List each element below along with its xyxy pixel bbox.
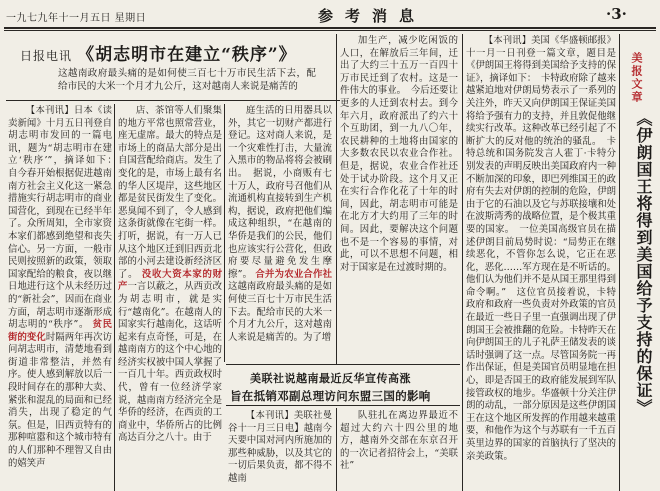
col-rule-1 bbox=[114, 104, 115, 491]
side-rule bbox=[619, 34, 620, 491]
article-left-col-2: 店、茶馆等人们聚集的地方平常也照常营业，座无虚席。最大的特点是市场上的商品大部分是出自国营配给商店。发生了变化的是，市场上最有名的华人区堤岸，这些地区都是贫民街发生了变化。恶臭闻不到了，令人感到这条街就像在宅街一样。打听，据说，有一万人已从这个地区迁到旧西贡北部的小河去建设新经济区了。 没收大资本家的财产一言以蔽之，从西贡改为胡志明市，就是实行“越南化”。在越南人的国家实行越南化，这话听起来有点奇怪，可是，在越南南方的这个中心地的经济实权被中国人掌握了一百几十年。西贡政权时代，曾有一位经济学家说，越南南方经济完全是华侨的经济，在西贡的工商业中，华侨所占的比例高达百分之八十。由于 bbox=[118, 105, 222, 444]
header-rule-bottom bbox=[4, 30, 656, 31]
col-rule-5 bbox=[462, 34, 463, 491]
banner-line-2: 旨在抵销邓副总理访问东盟三国的影响 bbox=[230, 389, 431, 403]
col-rule-2 bbox=[224, 104, 225, 362]
article-middle-bottom-col-1: 【本刊讯】美联社曼谷十一月三日电】越南今天要中国对河内所施加的那些种威胁，以及其它的一切后果负责，都不得不越南 bbox=[228, 410, 332, 484]
article-right-body: 【本刊讯】美国《华盛顿邮报》十一月一日刊登一篇文章，题目是《伊朗国王将得到美国给予支持的保证》，摘译如下： 卡特政府除了越来越紧迫地对伊朗局势表示了一系列的关注外，昨天又向伊朗国王保证美国将给予强有力的支持，并且敦促他继续实行改革。这种改革已经引起了不断扩大的反对他的统治的骚乱。 卡特总统和国务院发言人霍丁·卡特分别发表的声明反映出美国政府内一种不断加深的印象，即巴列维国王的政府有失去对伊朗的控制的危险，伊朗由于它的石油以及它与苏联接壤和处在波斯湾秀的战略位置，是个极其重要的国家。 一位美国高级官员在描述伊朗目前局势时说：“局势正在继续恶化，不管你怎么说，它正在恶化，恶化……军方现在是不听话的。他们认为他们并不是从国王那里得到命令啊。” 这位官员接着说，卡特政府和政府一些负责对外政策的官员在最近一些日子里一直强调出现了伊朗国王会被推翻的危险。卡特昨天在向伊朗国王的儿子礼萨王储发表的谈话时强调了这一点。尽管国务院一再作出保证，但是美国官员明显地在担心，即是否国王的政府能发展到军队接管政权的地步。华盛顿十分关注伊朗的动乱，一部分原因是这些伊朗国王在这个地区所发挥的作用越来越重要，和他作为这个与苏联有一千五百英里边界的国家的首脑执行了坚决的亲美政策。 bbox=[466, 35, 616, 462]
newspaper-title: 参考消息 bbox=[318, 7, 427, 25]
header-rule-top bbox=[4, 27, 656, 29]
banner-rule-bottom bbox=[226, 405, 460, 406]
headline: 《胡志明市在建立“秩序”》 bbox=[77, 45, 297, 65]
article-middle-bottom-col-2: 队驻扎在离边界最近不超过大约六十四公里的地方，越南外交部在东京召开的一次记者招待会上，“美联社” bbox=[340, 410, 458, 472]
headline-block bbox=[20, 40, 320, 65]
dateline-label: 日报电讯 bbox=[20, 49, 73, 63]
subhead-cooperative: 合并为农业合作社 bbox=[255, 268, 332, 280]
headline-divider bbox=[6, 100, 340, 101]
subhead-confiscate: 没收大资本家的财产 bbox=[118, 268, 222, 293]
banner-rule-top bbox=[226, 364, 460, 365]
banner-line-1: 美联社说越南最近反华宣传高涨 bbox=[250, 372, 411, 385]
header-date: 一九七九年十一月五日 星期日 bbox=[6, 13, 147, 24]
headline-subtitle: 这越南政府最头痛的是如何使三百七十万市民生活下去，配给市民的大米一个月才九公斤，这对越南人来说是痛苦的 bbox=[58, 68, 316, 92]
col-rule-3 bbox=[336, 34, 337, 364]
side-headline: 《伊朗国王将得到美国给予支持的保证》 bbox=[634, 110, 653, 416]
col-rule-4 bbox=[336, 408, 337, 491]
article-middle-top: 加生产，减少吃闲饭的人口，在解放后三年间，迁出了大约三十五万一百四十万市民迁到了农村。这是一件伟大的事业。 今后还要让更多的人迁到农村去。到今年六月，政府派出了约六十个互助团，到一九八〇年，农民耕种的土地将由国家的大多数农民以农业合作社。但是，据说，农业合作社还处于试办阶段。这个月又正在实行合作化花了十年的时间，因此，胡志明市可能是在北方才大约用了三年的时间。因此，要解决这个问题也不是一个容易的事情，对此，可以不思想不问题，相对于国家是在过渡时期的。 bbox=[340, 35, 458, 273]
subhead-slum: 贫民街的变化 bbox=[8, 319, 112, 343]
side-label: 美报文章 bbox=[630, 52, 643, 104]
article-left-col-3: 庭生活的日用器具以外，其它一切财产都进行登记。这对商人来说，是一个灾难性打击，大量流入黑市的物品将将会被刷出。 据说，小商贩有七十万人，政府号召他们从流通机构直接转到生产机构，据说，政府把他们编成这种组织，“在越南的华侨是我们的公民，他们也应该实行公营化，但政府要尽量避免发生摩擦”。 合并为农业合作社这越南政府最头痛的是如何使三百七十万市民生活下去。配给市民的大米一个月才九公斤，这对越南人来说是痛苦的。为了增 bbox=[228, 105, 332, 343]
page-number: ·3· bbox=[606, 5, 627, 23]
article-left-col-1: 【本刊讯】日本《读卖新闻》十月五日刊登自胡志明市发回的一篇电讯，题为“胡志明市在建立‘秩序’”，摘译如下： 自今春开始根据促进越南南方社会主义化这一紧急措施实行胡志明市的商业国营化，到现在已经半年了。众所周知，全市家资本家们都感到绝望和丧失信心。另一方面，一般市民则按照新的政策，领取国家配给的粮食，夜以继日地进行这个从未经历过的“新社会”，因而在商业方面，胡志明市逐渐形成胡志明的“秩序”。 贫民街的变化时隔两年再次访问胡志明市，清楚地看到街道非常整洁，并然有序。使人感到解放以后一段时间存在的那种大卖、紧张和混乱的局面和已经消失，出现了稳定的气氛。但是，旧西贡特有的那种喧嚣和这个城市特有的人们那种不理智又自由的嬉笑声 bbox=[8, 105, 112, 469]
